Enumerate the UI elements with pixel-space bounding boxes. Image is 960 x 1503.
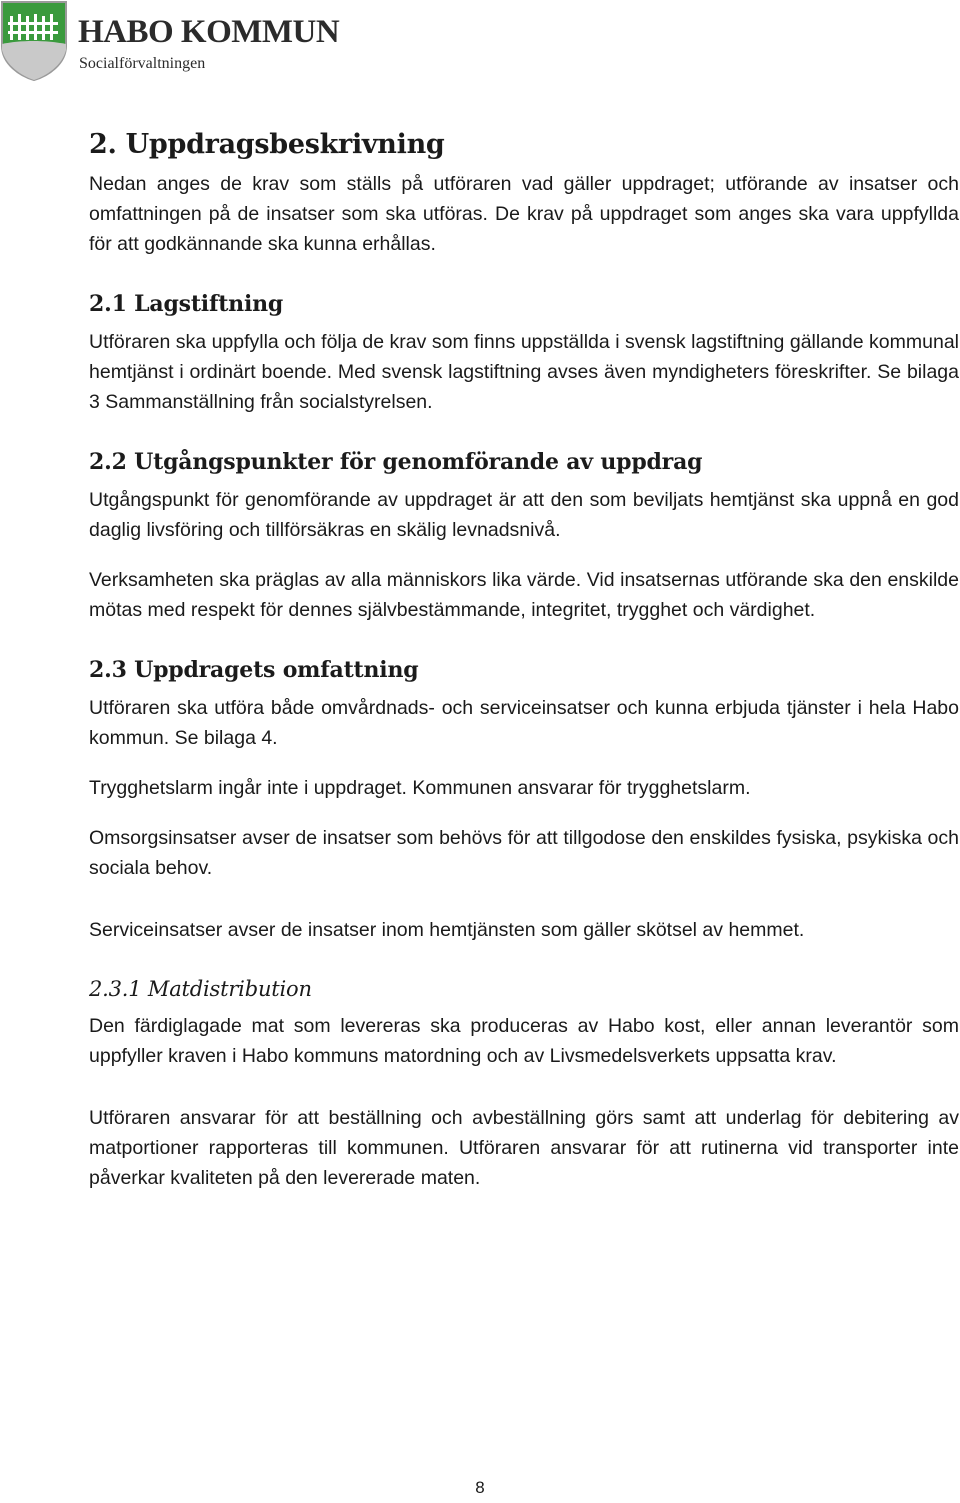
section-intro: Nedan anges de krav som ställs på utföraren vad gäller uppdraget; utförande av insatser och omfattningen på de insatser som ska utföras. De krav på uppdraget som anges ska vara uppfyllda för att godkännande ska kunna erhållas.: [89, 173, 959, 255]
subsection-title-omfattning: 2.3 Uppdragets omfattning: [89, 657, 419, 683]
paragraph-matdistribution: Den färdiglagade mat som levereras ska produceras av Habo kost, eller annan leverantör som uppfyller kraven i Habo kommuns matordning och av Livsmedelsverkets uppsatta krav.: [89, 1015, 959, 1067]
department-name: Socialförvaltningen: [79, 55, 206, 72]
paragraph-utgangspunkt: Utgångspunkt för genomförande av uppdraget är att den som beviljats hemtjänst ska uppnå en god daglig livsföring och tillförsäkras en skälig levnadsnivå.: [89, 489, 959, 541]
paragraph-serviceinsatser: Serviceinsatser avser de insatser inom hemtjänsten som gäller skötsel av hemmet.: [89, 919, 805, 941]
paragraph-bestallning: Utföraren ansvarar för att beställning och avbeställning görs samt att underlag för debitering av matportioner rapporteras till kommunen. Utföraren ansvarar för att rutinerna vid transporter inte påverkar kvaliteten på den levererade maten.: [89, 1107, 959, 1189]
paragraph-lagstiftning: Utföraren ska uppfylla och följa de krav som finns uppställda i svensk lagstiftning gällande kommunal hemtjänst i ordinärt boende. Med svensk lagstiftning avses även myndigheters föreskrifter. Se bilaga 3 Sammanställning från socialstyrelsen.: [89, 331, 959, 413]
document-body: [89, 124, 959, 1193]
subsection-title-matdistribution: 2.3.1 Matdistribution: [89, 977, 312, 1001]
subsection-title-utgangspunkter: 2.2 Utgångspunkter för genomförande av uppdrag: [89, 449, 703, 475]
paragraph-verksamheten: Verksamheten ska präglas av alla människors lika värde. Vid insatsernas utförande ska den enskilde mötas med respekt för dennes självbestämmande, integritet, trygghet och värdighet.: [89, 569, 959, 621]
page-number: 8: [475, 1478, 485, 1497]
subsection-title-lagstiftning: 2.1 Lagstiftning: [89, 291, 284, 317]
document-header: [0, 0, 400, 90]
paragraph-omfattning: Utföraren ska utföra både omvårdnads- och serviceinsatser och kunna erbjuda tjänster i hela Habo kommun. Se bilaga 4.: [89, 697, 959, 749]
paragraph-omsorgsinsatser: Omsorgsinsatser avser de insatser som behövs för att tillgodose den enskildes fysiska, psykiska och sociala behov.: [89, 827, 959, 879]
paragraph-trygghetslarm: Trygghetslarm ingår inte i uppdraget. Kommunen ansvarar för trygghetslarm.: [89, 777, 751, 799]
municipal-shield-logo-icon: [0, 0, 68, 82]
organization-name: HABO KOMMUN: [78, 14, 340, 50]
section-title: 2. Uppdragsbeskrivning: [89, 129, 445, 160]
